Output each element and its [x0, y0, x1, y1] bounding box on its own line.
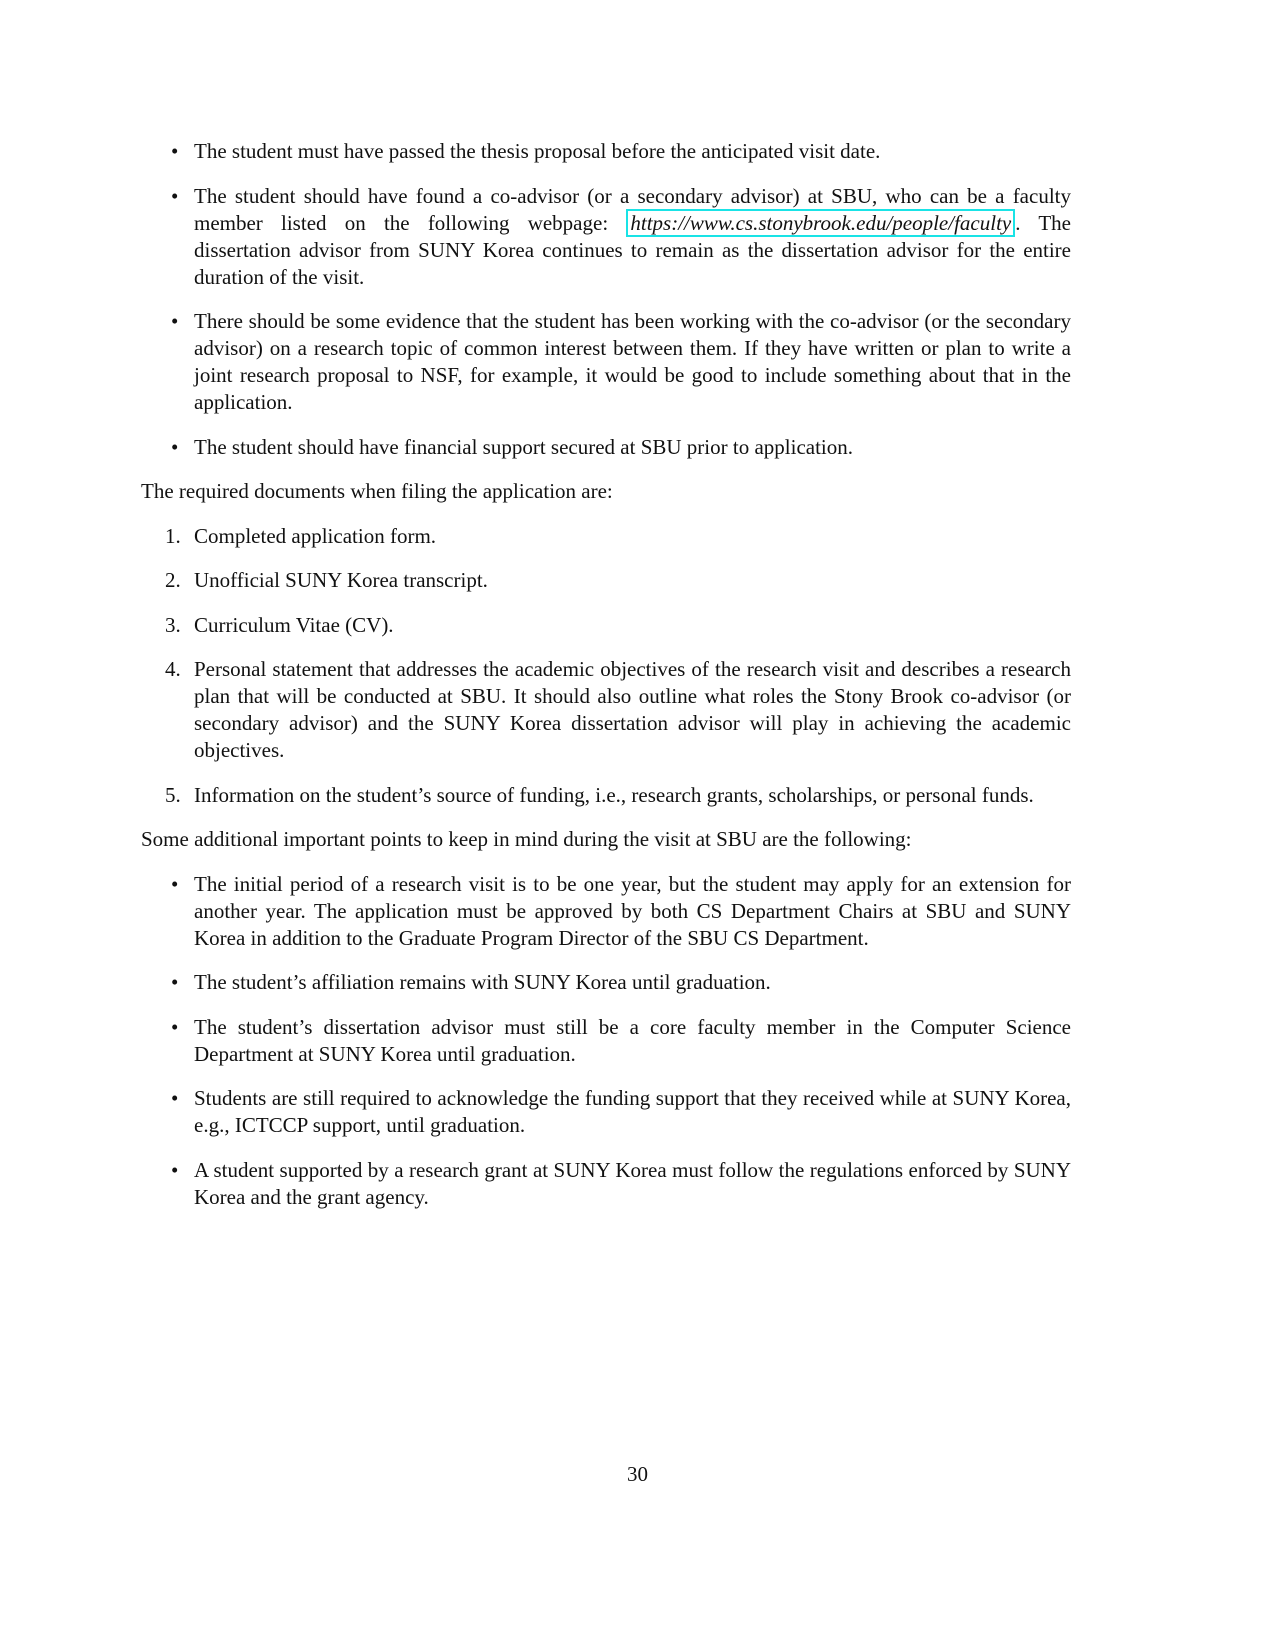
list-item: 3. Curriculum Vitae (CV). — [165, 612, 394, 637]
list-item: • The student must have passed the thesis proposal before the anticipated visit date. — [171, 139, 881, 163]
list-item: • The student should have found a co-advisor (or a secondary advisor) at SBU, who can be a faculty member listed on the following webpage: https://www.cs.stonybrook.edu/people/faculty . The dissertation advisor from SUNY Korea continues to remain as the dissertation advisor for the entire duration of the visit. — [171, 183, 1071, 289]
item-number: 3. — [165, 612, 181, 637]
additional-intro: Some additional important points to keep in mind during the visit at SBU are the following: — [141, 827, 912, 851]
list-item: • Students are still required to acknowledge the funding support that they received while at SUNY Korea, e.g., ICTCCP support, until graduation. — [171, 1086, 1071, 1137]
list-item: 2. Unofficial SUNY Korea transcript. — [165, 568, 488, 592]
list-item: • The student’s dissertation advisor must still be a core faculty member in the Computer Science Department at SUNY Korea until graduation. — [171, 1014, 1071, 1066]
documents-intro: The required documents when filing the application are: — [141, 479, 613, 503]
bullet-icon: • — [171, 871, 179, 896]
bullet-icon: • — [171, 970, 179, 994]
bullet-icon: • — [171, 1157, 179, 1182]
list-item: • There should be some evidence that the student has been working with the co-advisor (or the secondary advisor) on a research topic of common interest between them. If they have written or plan to write a joint research proposal to NSF, for example, it would be good to include something about that in the application. — [171, 309, 1071, 414]
bullet-icon: • — [171, 1086, 179, 1110]
additional-points-list — [141, 871, 1071, 1211]
bullet-icon: • — [171, 139, 179, 163]
eligibility-list — [141, 138, 1071, 461]
bullet-icon: • — [171, 309, 179, 333]
item-number: 2. — [165, 568, 181, 592]
item-number: 4. — [165, 657, 181, 681]
item-number: 5. — [165, 782, 181, 807]
list-item: • The student should have financial support secured at SBU prior to application. — [171, 434, 854, 459]
documents-list — [141, 523, 1071, 809]
bullet-icon: • — [171, 434, 179, 459]
list-item: 5. Information on the student’s source of funding, i.e., research grants, scholarships, or personal funds. — [165, 782, 1034, 807]
list-item: 4. Personal statement that addresses the academic objectives of the research visit and describes a research plan that will be conducted at SBU. It should also outline what roles the Stony Brook co-advisor (or secondary advisor) and the SUNY Korea dissertation advisor will play in achieving the academic objectives. — [165, 657, 1071, 762]
item-number: 1. — [165, 523, 181, 548]
bullet-icon: • — [171, 183, 179, 208]
list-item: 1. Completed application form. — [165, 523, 437, 548]
bullet-icon: • — [171, 1014, 179, 1039]
list-item: • The initial period of a research visit is to be one year, but the student may apply for an extension for another year. The application must be approved by both CS Department Chairs at SBU and SUNY Korea in addition to the Graduate Program Director of the SBU CS Department. — [171, 871, 1071, 950]
list-item: • A student supported by a research grant at SUNY Korea must follow the regulations enforced by SUNY Korea and the grant agency. — [171, 1157, 1071, 1209]
list-item: • The student’s affiliation remains with SUNY Korea until graduation. — [171, 970, 771, 994]
document-page — [141, 138, 1071, 1228]
faculty-webpage-link[interactable]: https://www.cs.stonybrook.edu/people/faculty — [626, 209, 1015, 237]
page-number: 30 — [627, 1462, 648, 1486]
